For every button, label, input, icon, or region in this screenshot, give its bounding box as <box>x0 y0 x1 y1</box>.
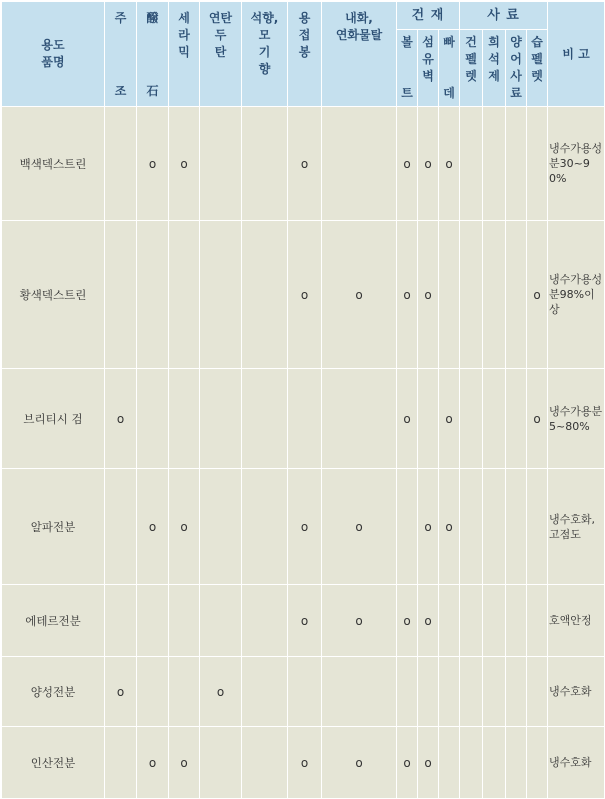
header-col-c2-label <box>137 10 168 100</box>
header-usage-product <box>2 2 105 107</box>
usage-mark-cell <box>288 657 322 727</box>
usage-mark-cell: o <box>418 221 439 369</box>
header-col-c7-label <box>322 10 396 100</box>
header-col-c7-label-line: 내화, <box>345 11 373 25</box>
usage-mark-cell <box>483 657 506 727</box>
header-col-f3-label-line: 사 <box>510 69 522 83</box>
header-col-c6-label-line: 용 <box>298 11 311 25</box>
note-cell: 냉수호화,고점도 <box>548 469 605 585</box>
header-col-f3-label-top <box>506 34 526 102</box>
table-header <box>2 2 605 107</box>
header-col-b1 <box>397 30 418 107</box>
header-col-f4-label-line: 펠 <box>531 52 543 66</box>
header-col-f1-label <box>460 34 482 102</box>
usage-mark-cell <box>322 657 397 727</box>
usage-mark-cell: o <box>137 107 169 221</box>
usage-mark-cell: o <box>397 221 418 369</box>
note-cell: 냉수호화 <box>548 727 605 799</box>
usage-mark-cell: o <box>322 585 397 657</box>
header-col-b2-label-line: 벽 <box>422 69 434 83</box>
table-row <box>2 107 605 221</box>
usage-mark-cell <box>288 369 322 469</box>
usage-mark-cell <box>242 657 288 727</box>
header-col-b2 <box>418 30 439 107</box>
header-group-feed: 사 료 <box>460 2 548 30</box>
header-col-b1-label <box>397 34 417 102</box>
usage-mark-cell <box>137 657 169 727</box>
usage-mark-cell: o <box>439 469 460 585</box>
usage-mark-cell: o <box>418 727 439 799</box>
usage-mark-cell: o <box>169 107 200 221</box>
usage-mark-cell: o <box>105 657 137 727</box>
header-col-b3-label <box>439 34 459 102</box>
header-col-f3-label-line: 료 <box>510 86 522 100</box>
usage-mark-cell <box>506 369 527 469</box>
usage-mark-cell <box>397 657 418 727</box>
usage-mark-cell <box>200 585 242 657</box>
header-col-c3-label-line: 세 <box>178 11 190 25</box>
usage-mark-cell <box>242 221 288 369</box>
header-col-f2 <box>483 30 506 107</box>
header-col-c1-label <box>105 10 136 100</box>
usage-mark-cell <box>460 585 483 657</box>
usage-mark-cell: o <box>288 469 322 585</box>
header-col-c6-label-line: 봉 <box>298 45 311 59</box>
usage-mark-cell <box>169 585 200 657</box>
header-col-c6 <box>288 2 322 107</box>
header-col-c5 <box>242 2 288 107</box>
usage-mark-cell <box>137 585 169 657</box>
usage-mark-cell: o <box>137 727 169 799</box>
usage-mark-cell <box>506 727 527 799</box>
usage-mark-cell <box>527 469 548 585</box>
usage-mark-cell <box>418 657 439 727</box>
header-col-c1-label-top <box>105 10 136 27</box>
usage-mark-cell <box>200 469 242 585</box>
header-col-c3 <box>169 2 200 107</box>
header-col-c5-label-line: 모 <box>258 28 271 42</box>
usage-mark-cell <box>460 221 483 369</box>
header-col-c3-label-line: 라 <box>178 28 190 42</box>
table-row <box>2 469 605 585</box>
usage-mark-cell <box>527 727 548 799</box>
header-col-c1-label-line: 조 <box>114 84 127 98</box>
header-col-f4-label-line: 렛 <box>531 69 543 83</box>
header-col-c3-label <box>169 10 199 100</box>
usage-mark-cell <box>460 107 483 221</box>
usage-mark-cell: o <box>200 657 242 727</box>
usage-mark-cell <box>483 221 506 369</box>
usage-mark-cell <box>506 585 527 657</box>
usage-mark-cell <box>105 221 137 369</box>
note-cell: 냉수가용분5~80% <box>548 369 605 469</box>
usage-mark-cell <box>460 369 483 469</box>
header-col-b3-label-line: 빠 <box>443 35 455 49</box>
usage-mark-cell <box>439 727 460 799</box>
header-col-c3-label-top <box>169 10 199 61</box>
header-col-f4-label-line: 습 <box>531 35 543 49</box>
usage-mark-cell <box>439 657 460 727</box>
header-col-b2-label-top <box>418 34 438 85</box>
product-name-cell: 양성전분 <box>2 657 105 727</box>
note-cell: 냉수가용성분98%이상 <box>548 221 605 369</box>
usage-mark-cell <box>460 727 483 799</box>
header-col-f4-label-top <box>527 34 547 85</box>
usage-mark-cell <box>527 107 548 221</box>
usage-mark-cell <box>483 107 506 221</box>
usage-mark-cell: o <box>105 369 137 469</box>
usage-mark-cell: o <box>527 369 548 469</box>
usage-mark-cell <box>105 585 137 657</box>
header-col-b2-label <box>418 34 438 102</box>
usage-mark-cell: o <box>397 727 418 799</box>
header-col-b3 <box>439 30 460 107</box>
table-row <box>2 585 605 657</box>
usage-mark-cell <box>418 369 439 469</box>
header-col-f1 <box>460 30 483 107</box>
header-col-f1-label-top <box>460 34 482 85</box>
header-note: 비 고 <box>548 2 605 107</box>
header-col-f1-label-line: 건 <box>465 35 477 49</box>
header-col-f3-label-line: 어 <box>510 52 522 66</box>
usage-mark-cell <box>439 221 460 369</box>
usage-mark-cell: o <box>169 469 200 585</box>
header-col-c5-label-line: 석향, <box>250 11 279 25</box>
header-col-c4-label <box>200 10 241 100</box>
usage-mark-cell <box>137 369 169 469</box>
usage-mark-cell <box>506 221 527 369</box>
table-row <box>2 369 605 469</box>
header-col-c4 <box>200 2 242 107</box>
usage-mark-cell: o <box>288 221 322 369</box>
usage-mark-cell: o <box>397 369 418 469</box>
usage-mark-cell <box>169 369 200 469</box>
usage-mark-cell <box>527 585 548 657</box>
header-col-c2-label-line: 石 <box>146 84 159 98</box>
header-col-c7-label-line: 연화물탈 <box>335 28 383 42</box>
note-cell: 호액안정 <box>548 585 605 657</box>
usage-mark-cell <box>483 369 506 469</box>
header-col-f2-label-line: 희 <box>488 35 500 49</box>
header-col-c4-label-top <box>200 10 241 61</box>
usage-mark-cell: o <box>322 469 397 585</box>
usage-mark-cell: o <box>439 369 460 469</box>
usage-mark-cell <box>439 585 460 657</box>
header-col-c6-label-line: 접 <box>298 28 311 42</box>
product-name-cell: 백색덱스트린 <box>2 107 105 221</box>
usage-mark-cell <box>200 107 242 221</box>
header-col-f4-label <box>527 34 547 102</box>
product-name-cell: 에테르전분 <box>2 585 105 657</box>
usage-mark-cell <box>242 727 288 799</box>
header-col-c5-label-line: 향 <box>258 62 271 76</box>
header-col-f3-label-line: 양 <box>510 35 522 49</box>
header-col-c2-label-top <box>137 10 168 27</box>
usage-mark-cell <box>200 369 242 469</box>
header-col-b1-label-top <box>397 34 417 51</box>
header-col-c4-label-line: 연탄 <box>208 11 233 25</box>
header-col-b3-label-top <box>439 34 459 51</box>
usage-mark-cell: o <box>137 469 169 585</box>
usage-mark-cell <box>242 369 288 469</box>
usage-mark-cell: o <box>418 107 439 221</box>
product-name-cell: 브리티시 검 <box>2 369 105 469</box>
usage-mark-cell <box>242 469 288 585</box>
header-col-b3-label-line: 데 <box>443 86 455 100</box>
usage-mark-cell: o <box>169 727 200 799</box>
header-col-b1-label-bottom <box>397 85 417 102</box>
note-cell: 냉수가용성분30~90% <box>548 107 605 221</box>
usage-mark-cell <box>242 585 288 657</box>
usage-mark-cell <box>105 727 137 799</box>
usage-mark-cell: o <box>527 221 548 369</box>
header-col-f2-label-top <box>483 34 505 85</box>
header-col-c5-label-line: 기 <box>258 45 271 59</box>
header-group-building: 건 재 <box>397 2 460 30</box>
header-col-c5-label <box>242 10 287 100</box>
header-usage-product-line: 용도 <box>41 38 65 52</box>
header-col-c4-label-line: 두 <box>214 28 227 42</box>
usage-mark-cell: o <box>322 221 397 369</box>
header-col-b2-label-line: 유 <box>422 52 434 66</box>
usage-mark-cell <box>506 657 527 727</box>
usage-mark-cell <box>105 469 137 585</box>
usage-mark-cell <box>169 657 200 727</box>
header-col-c1 <box>105 2 137 107</box>
header-col-c5-label-top <box>242 10 287 78</box>
header-usage-product-line: 품명 <box>41 55 65 69</box>
usage-mark-cell: o <box>288 585 322 657</box>
header-col-b1-label-line: 볼 <box>401 35 413 49</box>
usage-mark-cell <box>242 107 288 221</box>
header-col-f2-label-line: 제 <box>488 69 500 83</box>
header-col-c2-label-line: 醱 <box>146 11 159 25</box>
usage-mark-cell <box>397 469 418 585</box>
table-row <box>2 727 605 799</box>
usage-mark-cell: o <box>397 585 418 657</box>
product-name-cell: 인산전분 <box>2 727 105 799</box>
usage-mark-cell <box>169 221 200 369</box>
header-col-f3-label <box>506 34 526 102</box>
usage-mark-cell <box>137 221 169 369</box>
usage-mark-cell <box>483 585 506 657</box>
usage-mark-cell <box>483 469 506 585</box>
header-col-c7-label-top <box>322 10 396 44</box>
header-col-f2-label-line: 석 <box>488 52 500 66</box>
usage-mark-cell <box>527 657 548 727</box>
usage-table <box>1 1 605 799</box>
usage-mark-cell <box>483 727 506 799</box>
usage-mark-cell <box>200 221 242 369</box>
header-col-c1-label-line: 주 <box>114 11 127 25</box>
usage-mark-cell <box>105 107 137 221</box>
header-col-c3-label-line: 믹 <box>178 45 190 59</box>
header-col-f3 <box>506 30 527 107</box>
product-name-cell: 알파전분 <box>2 469 105 585</box>
header-row-1 <box>2 2 605 30</box>
header-col-f1-label-line: 렛 <box>465 69 477 83</box>
product-name-cell: 황색덱스트린 <box>2 221 105 369</box>
usage-mark-cell: o <box>397 107 418 221</box>
usage-mark-cell <box>506 469 527 585</box>
usage-mark-cell: o <box>439 107 460 221</box>
table-body <box>2 107 605 799</box>
usage-mark-cell: o <box>322 727 397 799</box>
header-col-f4 <box>527 30 548 107</box>
header-col-c2-label-bottom <box>137 83 168 100</box>
usage-mark-cell <box>200 727 242 799</box>
header-col-f1-label-line: 펠 <box>465 52 477 66</box>
header-col-c7 <box>322 2 397 107</box>
usage-mark-cell: o <box>418 585 439 657</box>
table-row <box>2 221 605 369</box>
usage-mark-cell: o <box>418 469 439 585</box>
usage-mark-cell <box>322 107 397 221</box>
usage-mark-cell <box>460 657 483 727</box>
usage-mark-cell <box>322 369 397 469</box>
header-col-c4-label-line: 탄 <box>214 45 227 59</box>
usage-mark-cell <box>506 107 527 221</box>
usage-mark-cell <box>460 469 483 585</box>
header-col-b2-label-line: 섬 <box>422 35 434 49</box>
note-cell: 냉수호화 <box>548 657 605 727</box>
header-col-c1-label-bottom <box>105 83 136 100</box>
header-col-c6-label-top <box>288 10 321 61</box>
usage-mark-cell: o <box>288 107 322 221</box>
header-col-c2 <box>137 2 169 107</box>
header-col-b3-label-bottom <box>439 85 459 102</box>
header-col-b1-label-line: 트 <box>401 86 413 100</box>
usage-mark-cell: o <box>288 727 322 799</box>
table-row <box>2 657 605 727</box>
header-col-f2-label <box>483 34 505 102</box>
header-col-c6-label <box>288 10 321 100</box>
